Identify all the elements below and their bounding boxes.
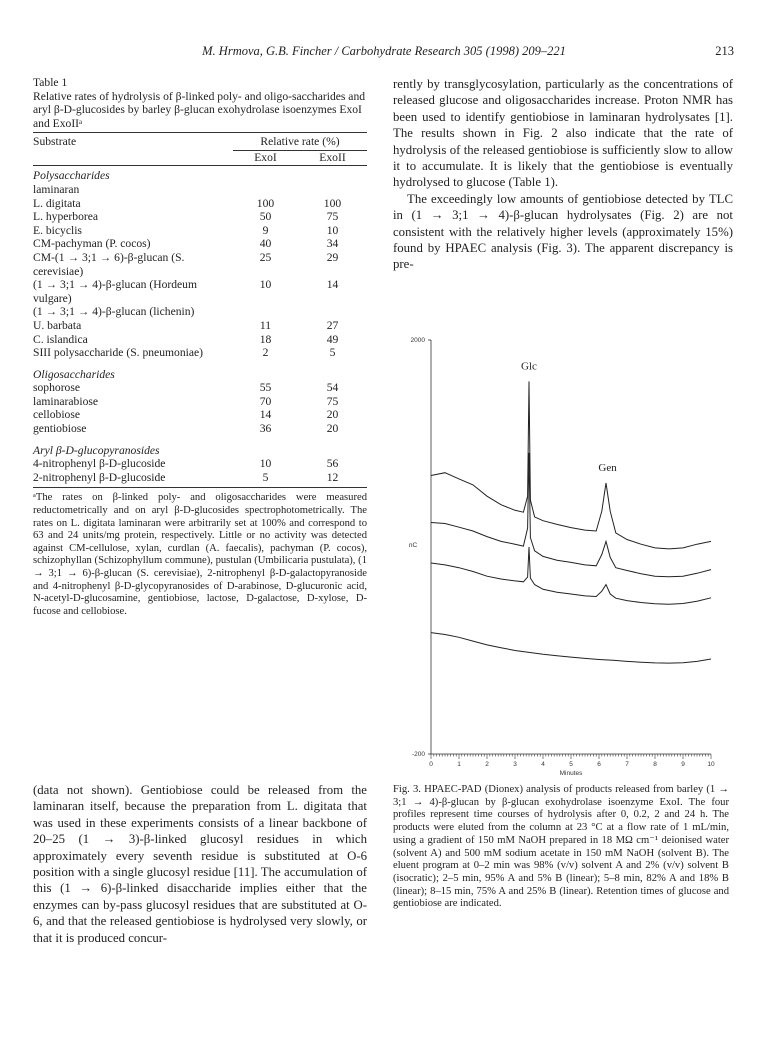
- exo2-cell: 20: [326, 422, 339, 436]
- substrate-cell: (1 → 3;1 → 4)-β-glucan (lichenin): [33, 305, 195, 319]
- chromatogram-trace: [431, 547, 711, 604]
- right-column-text: [393, 76, 733, 273]
- x-tick-label: 8: [653, 761, 657, 768]
- y-tick-label: 2000: [410, 337, 425, 344]
- exo1-cell: 36: [259, 422, 272, 436]
- exo1-cell: 50: [259, 210, 272, 224]
- x-tick-label: 3: [513, 761, 517, 768]
- table-label: Table 1: [33, 76, 68, 89]
- peak-label: Glc: [521, 360, 537, 373]
- exo2-cell: 20: [326, 408, 339, 422]
- x-tick-label: 9: [681, 761, 685, 768]
- table-row: [33, 210, 367, 224]
- col-exo2: ExoII: [319, 151, 346, 165]
- exo1-cell: 14: [259, 408, 272, 422]
- substrate-cell: laminarabiose: [33, 394, 99, 408]
- col-substrate: Substrate: [33, 135, 77, 149]
- substrate-cell: L. digitata: [33, 196, 81, 210]
- substrate-cell: sophorose: [33, 381, 81, 395]
- exo2-cell: 75: [326, 394, 339, 408]
- exo2-cell: 54: [326, 381, 339, 395]
- exo1-cell: 55: [259, 381, 272, 395]
- table-row: [33, 183, 367, 197]
- page-number: 213: [715, 44, 734, 58]
- x-tick-label: 0: [429, 761, 433, 768]
- x-tick-label: 1: [457, 761, 461, 768]
- section-gap: [33, 360, 367, 368]
- chromatogram-trace: [431, 633, 711, 664]
- figure-3-chart: [395, 328, 735, 778]
- exo1-cell: 40: [259, 237, 272, 251]
- exo2-cell: 5: [329, 346, 336, 360]
- header-authors: M. Hrmova, G.B. Fincher / Carbohydrate Research 305 (1998) 209–221: [202, 44, 566, 58]
- x-tick-label: 10: [707, 761, 715, 768]
- substrate-cell: CM-(1 → 3;1 → 6)-β-glucan (S. cerevisiae): [33, 250, 185, 278]
- peak-label: Gen: [598, 462, 617, 475]
- x-tick-label: 7: [625, 761, 629, 768]
- substrate-cell: (1 → 3;1 → 4)-β-glucan (Hordeum vulgare): [33, 278, 197, 305]
- left-column-continued: (data not shown). Gentiobiose could be released from the laminaran itself, because the preparation from L. digitata that was used in these experiments consists of a linear backbone of 20–25 (1 → 3)-β-linked glucosyl residues in which approximately every seventh residue is substituted at O-6 position with a single glucosyl residue [11]. The accumulation of this (1 → 6)-β-linked disaccharide implies either that the enzymes can by-pass glucosyl residues that are substituted at O-6, and that the released gentiobiose is hydrolysed very slowly, or that it is produced concur-: [33, 783, 367, 945]
- table-header: [33, 133, 367, 165]
- exo2-cell: 34: [326, 237, 339, 251]
- section-gap: [33, 436, 367, 444]
- y-axis-label: nC: [408, 542, 418, 549]
- chromatogram-trace: [431, 453, 711, 577]
- substrate-cell: laminaran: [33, 182, 80, 196]
- substrate-cell: E. bicyclis: [33, 223, 82, 237]
- substrate-cell: CM-pachyman (P. cocos): [33, 237, 151, 251]
- x-tick-label: 6: [597, 761, 601, 768]
- table-row: [33, 381, 367, 395]
- figure-3-caption: Fig. 3. HPAEC-PAD (Dionex) analysis of products released from barley (1 → 3;1 → 4)-β-glucan by β-glucan exohydrolase isoenzyme ExoI. The four profiles represent time courses of hydrolysis after 0, 0.2, 2 and 24 h. The products were eluted from the column at 23 °C at a flow rate of 1 mL/min, using a gradient of 150 mM NaOH prepared in 18 MΩ cm⁻¹ deionised water (solvent A) and 500 mM sodium acetate in 150 mM NaOH (solvent B). The eluent program at 0–2 min was 98% (v/v) solvent A and 2% (v/v) solvent B (isocratic); 2–5 min, 95% A and 5% B (linear); 5–8 min, 82% A and 18% B (linear); 8–15 min, 75% A and 25% B (linear). Retention times of glucose and gentiobiose are indicated.: [393, 784, 729, 910]
- table-row: [33, 197, 367, 211]
- y-tick-label: -200: [411, 751, 425, 758]
- table-row: [33, 408, 367, 422]
- col-relative-rate: Relative rate (%): [260, 135, 340, 149]
- substrate-cell: L. hyperborea: [33, 210, 99, 224]
- exo2-cell: 100: [323, 196, 342, 210]
- x-tick-label: 2: [485, 761, 489, 768]
- table-row: [33, 471, 367, 485]
- exo2-cell: 14: [326, 278, 339, 292]
- exo2-cell: 29: [326, 250, 339, 264]
- paragraph: rently by transglycosylation, particularly as the concentrations of released glucose and oligosaccharides increase. Proton NMR has been used to identify gentiobiose in laminaran hydrolysates [1]. The results shown in Fig. 2 also indicate that the rate of hydrolysis of the released gentiobiose is sufficiently slow to allow it to accumulate. It is likely that the gentiobiose is eventually hydrolysed to glucose (Table 1).: [393, 77, 733, 190]
- exo1-cell: 9: [262, 223, 269, 237]
- exo2-cell: 12: [326, 470, 339, 484]
- substrate-cell: 2-nitrophenyl β-D-glucoside: [33, 470, 166, 484]
- exo1-cell: 2: [262, 346, 269, 360]
- table-bottom-rule: [33, 487, 367, 488]
- substrate-cell: SIII polysaccharide (S. pneumoniae): [33, 346, 203, 360]
- table-1: [33, 76, 367, 618]
- table-row: [33, 346, 367, 360]
- substrate-cell: cellobiose: [33, 408, 81, 422]
- x-axis-label: Minutes: [559, 770, 583, 777]
- table-row: [33, 305, 367, 319]
- table-row: [33, 422, 367, 436]
- table-body: [33, 169, 367, 484]
- table-caption: Relative rates of hydrolysis of β-linked poly- and oligo-saccharides and aryl β-D-glucosides by barley β-glucan exohydrolase isoenzymes ExoI and ExoIIᵃ: [33, 89, 366, 130]
- exo2-cell: 75: [326, 210, 339, 224]
- exo1-cell: 11: [259, 318, 272, 332]
- exo1-cell: 10: [259, 278, 272, 292]
- table-row: [33, 333, 367, 347]
- table-row: [33, 224, 367, 238]
- table-row: [33, 395, 367, 409]
- table-section-title: Aryl β-D-glucopyranosides: [33, 443, 160, 457]
- substrate-cell: U. barbata: [33, 318, 82, 332]
- exo1-cell: 18: [259, 332, 272, 346]
- paragraph: The exceedingly low amounts of gentiobiose detected by TLC in (1 → 3;1 → 4)-β-glucan hydrolysates (Fig. 2) are not consistent with the relatively higher levels (approximately 15%) found by HPAEC analysis (Fig. 3). The apparent discrepancy is pre-: [393, 191, 733, 272]
- exo1-cell: 10: [259, 457, 272, 471]
- exo2-cell: 49: [326, 332, 339, 346]
- exo1-cell: 25: [259, 250, 272, 264]
- running-header: [34, 44, 734, 60]
- x-tick-label: 5: [569, 761, 573, 768]
- table-row: [33, 278, 367, 305]
- exo2-cell: 27: [326, 318, 339, 332]
- table-row: [33, 319, 367, 333]
- chromatogram-trace: [431, 381, 711, 549]
- table-header-rule: [33, 165, 367, 166]
- substrate-cell: 4-nitrophenyl β-D-glucoside: [33, 457, 166, 471]
- table-footnote: ᵃThe rates on β-linked poly- and oligosaccharides were measured reductometrically and on aryl β-D-glucosides spectrophotometrically. The rates on L. digitata laminaran were arbitrarily set at 100% and correspond to 63 and 24 units/mg protein, respectively. Little or no activity was detected against CM-cellulose, xylan, curdlan (A. faecalis), pachyman (P. cocos), schizophyllan (Schizophyllum commune), pustulan (Umbilicaria pustulata), (1 → 3;1 → 6)-β-glucan (S. cerevisiae), 2-nitrophenyl β-D-galactopyranoside and 4-nitrophenyl β-D-glycopyranosides of D-arabinose, D-glucuronic acid, N-acetyl-D-glucosamine, gentiobiose, lactose, D-galactose, D-xylose, D-fucose and cellobiose.: [33, 492, 367, 617]
- substrate-cell: gentiobiose: [33, 422, 87, 436]
- table-section-title: Polysaccharides: [33, 169, 110, 183]
- table-row: [33, 237, 367, 251]
- x-tick-label: 4: [541, 761, 545, 768]
- chromatogram-plot: [395, 328, 735, 778]
- exo1-cell: 70: [259, 394, 272, 408]
- table-row: [33, 251, 367, 278]
- substrate-cell: C. islandica: [33, 332, 88, 346]
- col-exo1: ExoI: [254, 151, 277, 165]
- table-section-title: Oligosaccharides: [33, 367, 115, 381]
- exo1-cell: 100: [256, 196, 275, 210]
- exo2-cell: 56: [326, 457, 339, 471]
- exo2-cell: 10: [326, 223, 339, 237]
- table-row: [33, 457, 367, 471]
- exo1-cell: 5: [262, 470, 269, 484]
